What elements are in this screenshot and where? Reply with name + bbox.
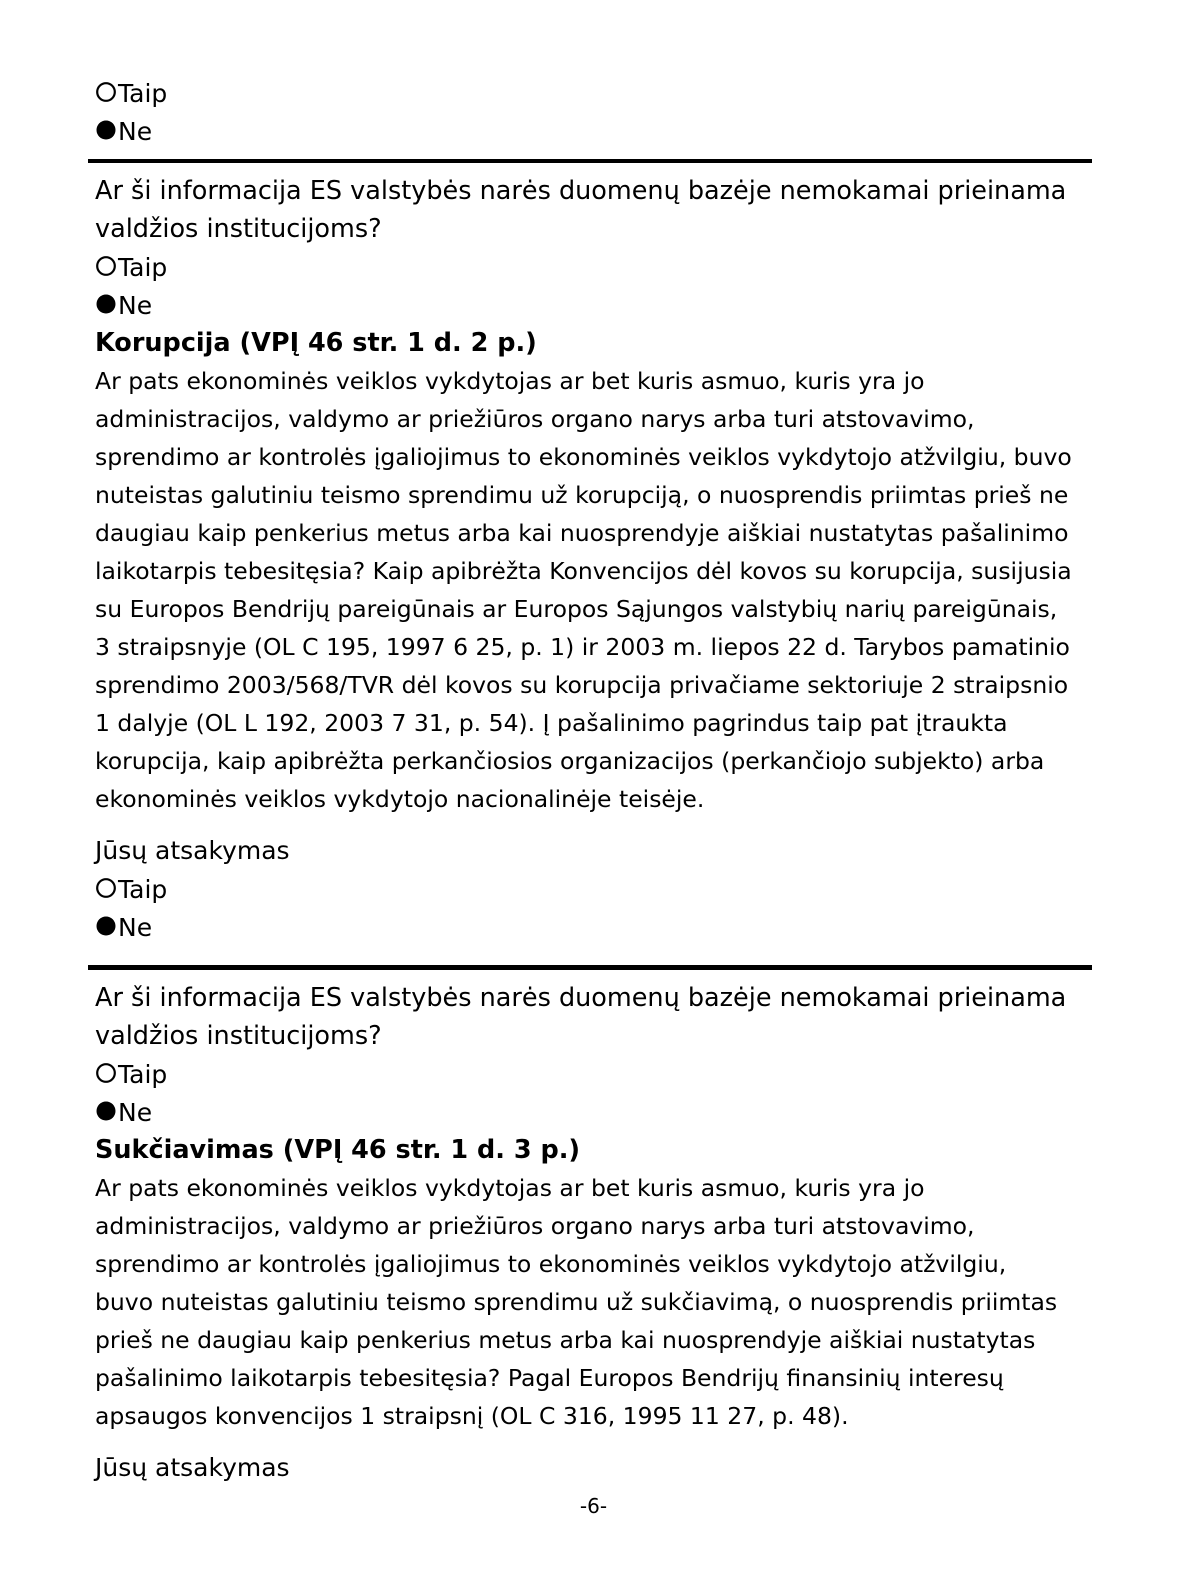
radio-group-db-availability-1 xyxy=(95,248,1092,324)
radio-option-label: Ne xyxy=(118,912,153,942)
section-body-korupcija xyxy=(95,362,1092,818)
answer-label: Jūsų atsakymas xyxy=(95,1453,290,1482)
radio-group-db-availability-2 xyxy=(95,1055,1092,1131)
radio-option-taip[interactable] xyxy=(95,1055,1092,1093)
section-body-sukciavimas xyxy=(95,1169,1092,1435)
radio-unselected-icon xyxy=(95,255,117,277)
section-divider xyxy=(88,965,1092,970)
question-db-availability xyxy=(95,979,1092,1055)
radio-option-ne[interactable] xyxy=(95,286,1092,324)
section-heading-sukciavimas: Sukčiavimas (VPĮ 46 str. 1 d. 3 p.) xyxy=(95,1135,581,1165)
radio-selected-icon xyxy=(95,915,117,937)
text-line: Ar ši informacija ES valstybės narės duomenų bazėje nemokamai prieinama xyxy=(95,983,1067,1013)
text-line: Ar pats ekonominės veiklos vykdytojas ar bet kuris asmuo, kuris yra jo xyxy=(95,367,925,395)
radio-option-label: Ne xyxy=(118,116,153,146)
text-line: korupcija, kaip apibrėžta perkančiosios organizacijos (perkančiojo subjekto) arba xyxy=(95,747,1045,775)
radio-option-ne[interactable] xyxy=(95,1093,1092,1131)
text-line: laikotarpis tebesitęsia? Kaip apibrėžta Konvencijos dėl kovos su korupcija, susijusia xyxy=(95,557,1072,585)
radio-selected-icon xyxy=(95,293,117,315)
question-db-availability xyxy=(95,172,1092,248)
text-line: valdžios institucijoms? xyxy=(95,1021,382,1051)
text-line: sprendimo ar kontrolės įgaliojimus to ekonominės veiklos vykdytojo atžvilgiu, buvo xyxy=(95,443,1072,471)
section-divider xyxy=(88,159,1092,163)
text-line: sprendimo 2003/568/TVR dėl kovos su korupcija privačiame sektoriuje 2 straipsnio xyxy=(95,671,1069,699)
text-line: ekonominės veiklos vykdytojo nacionalinėje teisėje. xyxy=(95,785,705,813)
section-heading-korupcija: Korupcija (VPĮ 46 str. 1 d. 2 p.) xyxy=(95,328,537,358)
text-line: Ar pats ekonominės veiklos vykdytojas ar bet kuris asmuo, kuris yra jo xyxy=(95,1174,925,1202)
text-line: apsaugos konvencijos 1 straipsnį (OL C 316, 1995 11 27, p. 48). xyxy=(95,1402,849,1430)
radio-option-taip[interactable] xyxy=(95,870,1092,908)
radio-selected-icon xyxy=(95,119,117,141)
radio-option-label: Taip xyxy=(118,252,168,282)
page-number: -6- xyxy=(579,1494,608,1518)
radio-option-label: Ne xyxy=(118,1097,153,1127)
radio-option-label: Taip xyxy=(118,78,168,108)
text-line: Ar ši informacija ES valstybės narės duomenų bazėje nemokamai prieinama xyxy=(95,176,1067,206)
text-line: buvo nuteistas galutiniu teismo sprendimu už sukčiavimą, o nuosprendis priimtas xyxy=(95,1288,1058,1316)
radio-option-label: Taip xyxy=(118,874,168,904)
text-line: administracijos, valdymo ar priežiūros organo narys arba turi atstovavimo, xyxy=(95,1212,975,1240)
text-line: nuteistas galutiniu teismo sprendimu už korupciją, o nuosprendis priimtas prieš ne xyxy=(95,481,1069,509)
radio-unselected-icon xyxy=(95,1062,117,1084)
radio-option-label: Taip xyxy=(118,1059,168,1089)
text-line: 1 dalyje (OL L 192, 2003 7 31, p. 54). Į pašalinimo pagrindus taip pat įtraukta xyxy=(95,709,1008,737)
radio-selected-icon xyxy=(95,1100,117,1122)
text-line: administracijos, valdymo ar priežiūros organo narys arba turi atstovavimo, xyxy=(95,405,975,433)
text-line: sprendimo ar kontrolės įgaliojimus to ekonominės veiklos vykdytojo atžvilgiu, xyxy=(95,1250,1007,1278)
text-line: prieš ne daugiau kaip penkerius metus arba kai nuosprendyje aiškiai nustatytas xyxy=(95,1326,1036,1354)
radio-option-taip[interactable] xyxy=(95,248,1092,286)
radio-option-taip[interactable] xyxy=(95,74,1092,112)
text-line: su Europos Bendrijų pareigūnais ar Europos Sąjungos valstybių narių pareigūnais, xyxy=(95,595,1058,623)
radio-group-korupcija-answer xyxy=(95,870,1092,946)
text-line: daugiau kaip penkerius metus arba kai nuosprendyje aiškiai nustatytas pašalinimo xyxy=(95,519,1069,547)
text-line: valdžios institucijoms? xyxy=(95,214,382,244)
radio-unselected-icon xyxy=(95,877,117,899)
radio-option-ne[interactable] xyxy=(95,908,1092,946)
radio-option-label: Ne xyxy=(118,290,153,320)
radio-unselected-icon xyxy=(95,81,117,103)
text-line: 3 straipsnyje (OL C 195, 1997 6 25, p. 1) ir 2003 m. liepos 22 d. Tarybos pamatinio xyxy=(95,633,1070,661)
radio-option-ne[interactable] xyxy=(95,112,1092,150)
answer-label: Jūsų atsakymas xyxy=(95,836,290,865)
radio-group-top xyxy=(95,74,1092,150)
text-line: pašalinimo laikotarpis tebesitęsia? Pagal Europos Bendrijų finansinių interesų xyxy=(95,1364,1004,1392)
